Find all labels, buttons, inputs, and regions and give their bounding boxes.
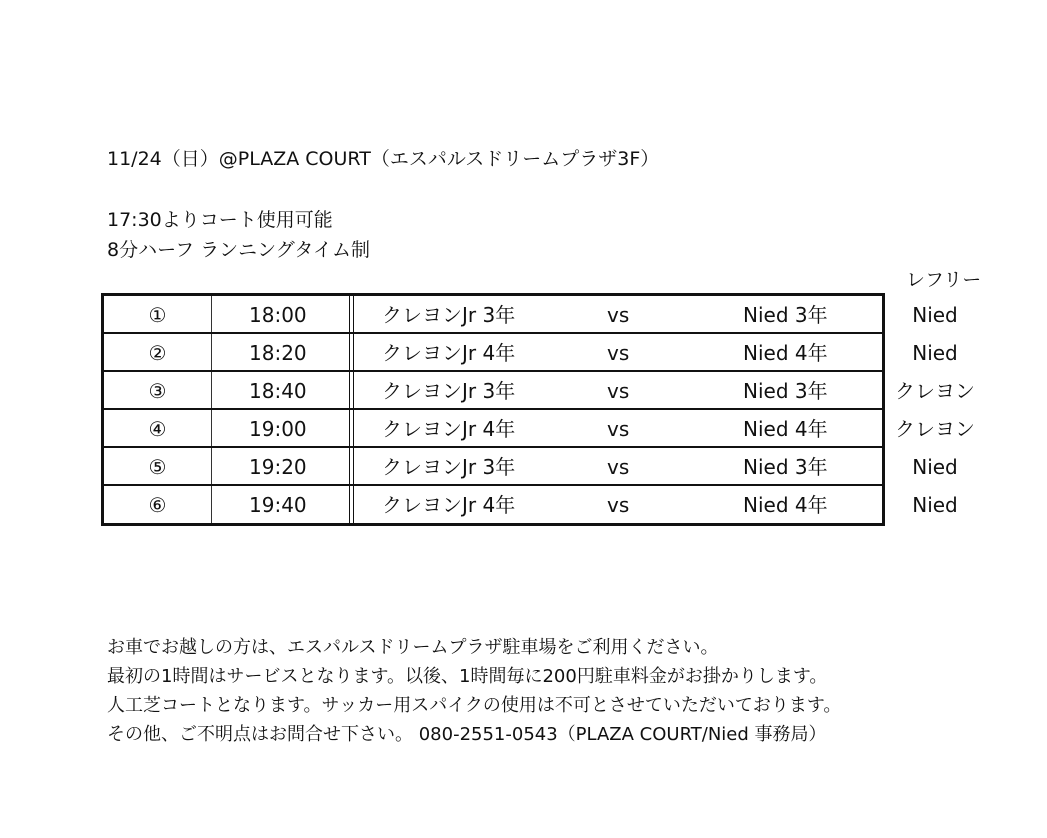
match-number: ④ [148,417,167,441]
note-turf-rules: 人工芝コートとなります。サッカー用スパイクの使用は不可とさせていただいております。 [107,695,842,716]
page-title: 11/24（日）@PLAZA COURT（エスパルスドリームプラザ3F） [107,148,660,170]
match-schedule-table [101,293,885,526]
match-time: 19:20 [249,455,307,479]
referee-cell: Nied [912,341,958,365]
referee-cell: Nied [912,455,958,479]
referee-cell: Nied [912,493,958,517]
match-time: 19:00 [249,417,307,441]
note-parking-fee: 最初の1時間はサービスとなります。以後、1時間毎に200円駐車料金がお掛かりします。 [107,666,828,687]
home-team: クレヨンJr 3年 [382,303,516,327]
match-format-text: 8分ハーフ ランニングタイム制 [107,239,371,261]
match-number: ① [148,303,167,327]
match-number: ⑤ [148,455,167,479]
away-team: Nied 4年 [743,417,828,441]
home-team: クレヨンJr 4年 [382,493,516,517]
match-number: ② [148,341,167,365]
away-team: Nied 3年 [743,303,828,327]
vs-label: vs [607,379,630,403]
table-row [104,486,882,524]
vs-label: vs [607,341,630,365]
away-team: Nied 4年 [743,341,828,365]
vs-label: vs [607,417,630,441]
match-number: ③ [148,379,167,403]
home-team: クレヨンJr 3年 [382,379,516,403]
match-number: ⑥ [148,493,167,517]
referee-column-header: レフリー [906,269,982,291]
home-team: クレヨンJr 3年 [382,455,516,479]
home-team: クレヨンJr 4年 [382,417,516,441]
vs-label: vs [607,303,630,327]
away-team: Nied 4年 [743,493,828,517]
away-team: Nied 3年 [743,455,828,479]
notes-section [107,633,841,749]
note-contact: その他、ご不明点はお問合せ下さい。 080-2551-0543（PLAZA COURT/Nied 事務局） [107,724,827,745]
table-row [104,296,882,334]
referee-cell: Nied [912,303,958,327]
away-team: Nied 3年 [743,379,828,403]
table-row [104,410,882,448]
table-row [104,334,882,372]
match-time: 18:00 [249,303,307,327]
table-row [104,372,882,410]
home-team: クレヨンJr 4年 [382,341,516,365]
vs-label: vs [607,455,630,479]
referee-cell: クレヨン [895,417,975,441]
match-time: 18:20 [249,341,307,365]
match-time: 18:40 [249,379,307,403]
note-parking: お車でお越しの方は、エスパルスドリームプラザ駐車場をご利用ください。 [107,637,719,658]
table-row [104,448,882,486]
court-availability-text: 17:30よりコート使用可能 [107,209,333,231]
vs-label: vs [607,493,630,517]
referee-cell: クレヨン [895,379,975,403]
match-time: 19:40 [249,493,307,517]
